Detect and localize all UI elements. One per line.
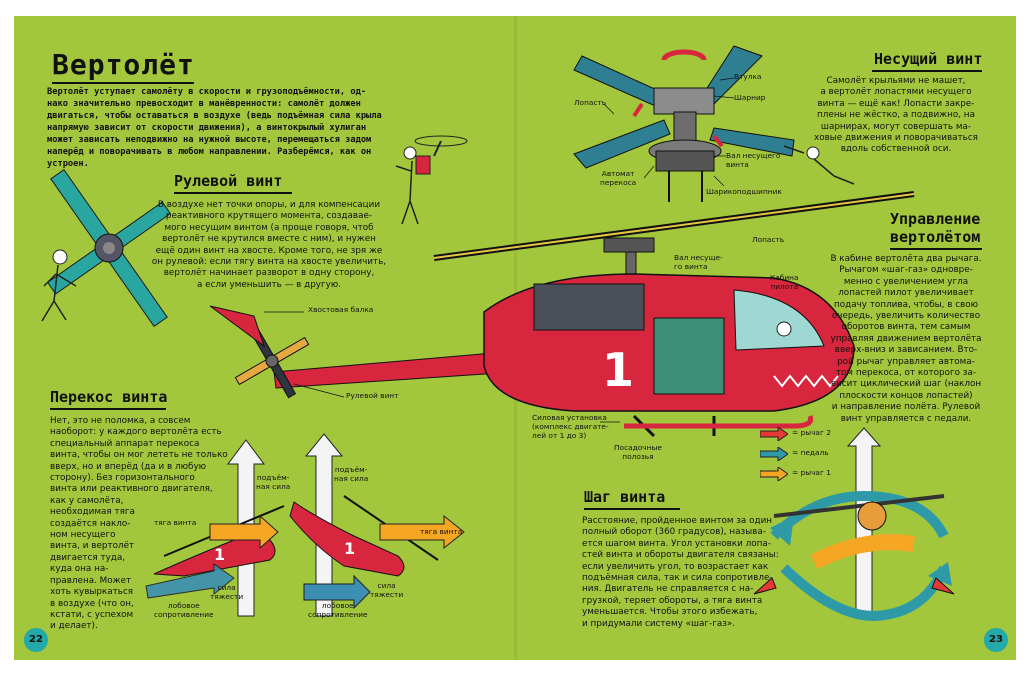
tilt-line: и делает). <box>50 621 98 632</box>
pitch-line: уменьшается. Чтобы этого избежать, <box>582 607 758 618</box>
label-thrust-left: тяга винта <box>154 518 197 527</box>
intro-line: устроен. <box>47 159 89 169</box>
tail-rotor-line: он рулевой: если тягу винта на хвосте увеличить, <box>151 257 387 268</box>
label-main-shaft: Вал несущего винта <box>726 151 781 169</box>
main-rotor-heading: Несущий винт <box>874 50 983 68</box>
label-blade-heli: Лопасть <box>752 235 785 244</box>
pitch-line: если увеличить угол, то возрастает как <box>582 561 769 572</box>
tilt-heading: Перекос винта <box>50 388 168 406</box>
legend-item-lever-1 <box>760 466 831 485</box>
tilt-line: куда она на- <box>50 564 109 575</box>
legend-label: = рычаг 2 <box>792 428 831 437</box>
label-skids: Посадочные полозья <box>614 443 662 461</box>
tilt-line: как у самолёта, <box>50 495 124 506</box>
pitch-line: полный оборот (360 градусов), называ- <box>582 527 766 538</box>
label-cockpit: Кабина пилота <box>770 273 799 291</box>
control-heading-2: вертолётом <box>890 228 981 246</box>
pitch-line: Расстояние, пройденное винтом за один <box>582 516 773 526</box>
heli-number-glyph: 1 <box>602 343 635 397</box>
control-line: менно с увеличением угла <box>843 276 969 287</box>
tilt-line: сторону). Без горизонтального <box>50 473 195 484</box>
pitch-text <box>582 516 792 630</box>
label-thrust-right: тяга винта <box>420 527 463 536</box>
tilt-underline <box>50 408 166 410</box>
book-spread <box>14 16 1016 660</box>
label-lift-right: подъём- ная сила <box>334 465 369 483</box>
legend-item-pedal <box>760 446 829 465</box>
tail-rotor-line: а если уменьшить — в другую. <box>196 279 342 290</box>
main-rotor-line: Самолёт крыльями не машет, <box>826 76 966 86</box>
intro-line: может зависать неподвижно на нужной высоте, перемещаться задом <box>47 135 372 145</box>
control-underline <box>890 248 982 250</box>
control-text <box>826 254 986 425</box>
control-line: висит циклический шаг (наклон <box>830 379 982 390</box>
label-lift-left: подъём- ная сила <box>256 473 291 491</box>
right-page-number: 23 <box>984 628 1008 652</box>
intro-line: напрямую зависит от скорости движения), а винтокрылый хулиган <box>47 123 367 133</box>
control-line: плоскости концов лопастей) <box>839 390 973 401</box>
control-legend <box>760 426 852 488</box>
intro-line: нако значительно превосходит в манёвренности: самолёт должен <box>47 99 361 109</box>
control-line: В кабине вертолёта два рычага. <box>830 254 982 264</box>
intro-text <box>47 86 395 170</box>
label-tail-rotor: Рулевой винт <box>346 391 399 400</box>
tilt-line: Нет, это не поломка, а совсем <box>50 416 191 426</box>
label-drag-right: лобовое сопротивление <box>308 601 368 619</box>
pitch-line: грузкой, теряет обороты, а тяга винта <box>582 595 763 606</box>
main-rotor-line: плены не жёстко, а подвижно, на <box>817 110 975 121</box>
pitch-line: ния. Двигатель не справляется с на- <box>582 584 754 595</box>
pitch-line: и придумали систему «шаг-газ». <box>582 618 736 629</box>
label-gravity-left: сила тяжести <box>210 583 244 601</box>
legend-label: = рычаг 1 <box>792 468 831 477</box>
main-rotor-line: а вертолёт лопастями несущего <box>820 87 972 98</box>
main-rotor-line: ховые движения и поворачиваться <box>814 133 978 144</box>
tail-rotor-text <box>144 200 394 291</box>
tilt-line: ном несущего <box>50 530 116 541</box>
tail-rotor-line: мого несущим винтом (а проще говоря, чтоб <box>164 222 374 233</box>
tail-rotor-heading: Рулевой винт <box>174 172 283 190</box>
tail-rotor-line: ещё один винт на хвосте. Кроме того, не зря же <box>155 245 383 256</box>
control-line: винт управляется с педали. <box>840 413 972 424</box>
flying-boy-illustration <box>396 136 467 224</box>
pitch-underline <box>584 508 680 510</box>
pitch-line: подъёмная сила, так и сила сопротивле- <box>582 573 773 584</box>
control-line: подачу топлива, чтобы, в свою <box>833 299 979 310</box>
page-title: Вертолёт <box>52 48 195 81</box>
label-heli-shaft: Вал несуще- го винта <box>674 253 723 271</box>
tilt-right-number: 1 <box>344 539 356 558</box>
main-rotor-line: шарнирах, могут совершать ма- <box>820 121 972 132</box>
control-line: оборотов винта, тем самым <box>841 322 971 333</box>
main-rotor-line: винта — ещё как! Лопасти закре- <box>817 98 975 109</box>
tilt-line: кстати, с успехом <box>50 609 134 620</box>
label-gravity-right: сила тяжести <box>370 581 404 599</box>
intro-line: Вертолёт уступает самолёту в скорости и грузоподъёмности, од- <box>47 87 367 97</box>
legend-item-lever-2 <box>760 426 831 445</box>
label-power-plant: Силовая установка (комплекс двигате- лей от 1 до 3) <box>532 413 609 440</box>
main-rotor-text <box>808 76 984 156</box>
tilt-line: необходимая тяга <box>50 507 135 518</box>
left-page-number: 22 <box>24 628 48 652</box>
tail-rotor-line: В воздухе нет точки опоры, и для компенсации <box>157 200 381 210</box>
control-heading-1: Управление <box>890 210 981 228</box>
tilt-line: хоть кувыркаться <box>50 587 134 598</box>
tilt-line: создаётся накло- <box>50 518 131 529</box>
tilt-line: винта, и вертолёт <box>50 541 135 552</box>
pitch-heading: Шаг винта <box>584 488 666 506</box>
control-line: рой рычаг управляет автома- <box>837 356 975 367</box>
control-line: лопастей пилот увеличивает <box>838 288 974 299</box>
tilt-line: вверх, но и вперёд (да и в любую <box>50 461 207 472</box>
control-line: Рычагом «шаг-газ» одновре- <box>839 265 973 276</box>
tail-rotor-line: вертолёт начинает разворот в одну сторону, <box>163 268 375 279</box>
label-blade-top: Лопасть <box>574 98 607 107</box>
intro-line: двигаться, чтобы оставаться в воздухе (ведь подъёмная сила крыла <box>47 111 382 121</box>
tilt-line: правлена. Может <box>50 575 132 586</box>
main-rotor-line: вдоль собственной оси. <box>840 144 952 155</box>
tilt-line: специальный аппарат перекоса <box>50 438 200 449</box>
pitch-line: ется шагом винта. Угол установки лопа- <box>582 538 771 549</box>
label-drag-left: лобовое сопротивление <box>154 601 214 619</box>
title-underline <box>52 82 194 84</box>
control-line: очередь, увеличить количество <box>831 311 981 322</box>
tilt-line: винта, чтобы он мог лететь не только <box>50 450 228 461</box>
tilt-line: наоборот: у каждого вертолёта есть <box>50 427 222 438</box>
tail-rotor-line: реактивного крутящего момента, создавае- <box>165 211 373 222</box>
legend-label: = педаль <box>792 448 829 457</box>
label-hinge: Шарнир <box>734 93 766 102</box>
label-tail-boom: Хвостовая балка <box>308 305 374 314</box>
tilt-line: винта или реактивного двигателя, <box>50 484 213 495</box>
control-line: вверх-вниз и зависанием. Вто- <box>834 345 978 356</box>
control-line: и направление полёта. Рулевой <box>831 402 981 413</box>
tilt-line: в воздухе (что он, <box>50 598 134 609</box>
tilt-left-number: 1 <box>214 545 226 564</box>
label-swashplate: Автомат перекоса <box>600 169 637 187</box>
tail-rotor-underline <box>174 192 292 194</box>
pitch-line: стей винта и обороты двигателя связаны: <box>582 550 779 561</box>
main-rotor-underline <box>872 70 982 72</box>
label-bearing: Шарикоподшипник <box>706 187 782 196</box>
control-line: управляя движением вертолёта <box>830 333 982 344</box>
intro-line: наперёд и поворачивать в любом направлении. Разберёмся, как он <box>47 147 372 157</box>
label-sleeve: Втулка <box>734 72 762 81</box>
tilt-line: двигается туда, <box>50 552 126 563</box>
control-line: том перекоса, от которого за- <box>835 368 977 379</box>
tail-rotor-line: вертолёт не крутился вместе с ним), и нужен <box>162 234 376 245</box>
